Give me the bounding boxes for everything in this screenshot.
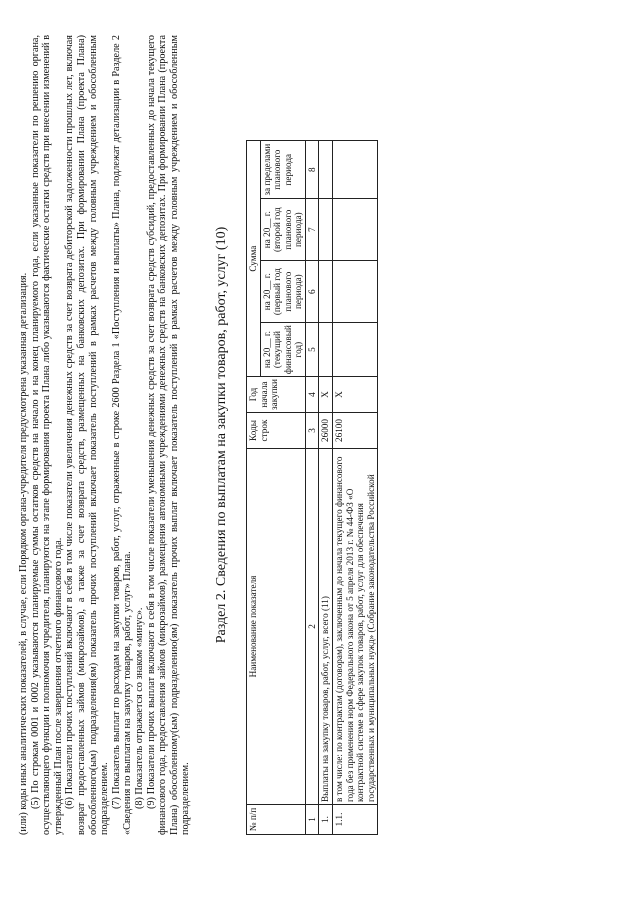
row-number: 1. xyxy=(319,805,333,835)
row-sum-second xyxy=(333,199,378,261)
row-code: 26100 xyxy=(333,413,378,449)
row-sum-current xyxy=(333,323,378,377)
row-sum-first xyxy=(319,261,333,323)
header-sum-current: на 20__ г. (текущий финансовый год) xyxy=(260,323,305,377)
table-row xyxy=(333,141,378,835)
footnote-paragraph: (или) коды иных аналитических показателей, в случае, если Порядком органа-учредителя предусмотрена указанная детализация. xyxy=(18,272,29,835)
row-code: 26000 xyxy=(319,413,333,449)
column-number: 2 xyxy=(305,449,319,805)
row-sum-first xyxy=(333,261,378,323)
column-number: 4 xyxy=(305,377,319,413)
footnote-paragraph: (8) Показатель отражается со знаком «минус». xyxy=(133,607,145,809)
column-number: 6 xyxy=(305,261,319,323)
column-number: 8 xyxy=(305,141,319,199)
purchases-table xyxy=(246,140,379,835)
row-sum-beyond xyxy=(319,141,333,199)
header-sum-first: на 20__ г. (первый год планового периода) xyxy=(260,261,305,323)
document-body xyxy=(18,35,378,835)
row-number: 1.1. xyxy=(333,805,378,835)
row-sum-current xyxy=(319,323,333,377)
row-year: X xyxy=(333,377,378,413)
header-sum-beyond: за пределами планового периода xyxy=(260,141,305,199)
header-num: № п/п xyxy=(246,805,305,835)
row-sum-second xyxy=(319,199,333,261)
row-sum-beyond xyxy=(333,141,378,199)
footnote-paragraph: (7) Показатель выплат по расходам на закупки товаров, работ, услуг, отраженные в строке 2600 Раздела 1 «Поступления и выплаты» Плана, подлежат детализации в Разделе 2 «Сведения по выплатам на закупку товаров, работ, услуг» Плана. xyxy=(110,35,134,835)
header-code: Коды строк xyxy=(246,413,305,449)
section-title: Раздел 2. Сведения по выплатам на закупки товаров, работ, услуг (10) xyxy=(213,226,229,644)
header-sum-second: на 20__ г. (второй год планового периода) xyxy=(260,199,305,261)
footnote-paragraph: (9) Показатели прочих выплат включают в себя в том числе показатели уменьшения денежных средств за счет возврата средств субсидий, предоставленных до начала текущего финансового года, предоставления займов (микрозаймов), размещения автономными учреждениями денежных средств на банковских депозитах. При формировании Плана (проекта Плана) обособленному(ым) подразделению(ям) показатель прочих выплат включает показатель поступлений в рамках расчетов между головным учреждением и обособленным подразделением. xyxy=(145,35,192,835)
header-sum: Сумма xyxy=(246,141,260,377)
row-name: Выплаты на закупку товаров, работ, услуг, всего (11) xyxy=(319,449,333,805)
table-row xyxy=(319,141,333,835)
header-year: Год начала закупки xyxy=(246,377,305,413)
column-numbers-row xyxy=(305,141,319,835)
header-name: Наименование показателя xyxy=(246,449,305,805)
column-number: 1 xyxy=(305,805,319,835)
column-number: 7 xyxy=(305,199,319,261)
footnote-paragraph: (5) По строкам 0001 и 0002 указываются планируемые суммы остатков средств на начало и на конец планируемого года, если указанные показатели по решению органа, осуществляющего функции и полномочия учредителя, планируются на этапе формирования проекта Плана либо указываются фактические остатки средств при внесении изменений в утвержденный План после завершения отчетного финансового года. xyxy=(29,35,64,835)
row-name: в том числе: по контрактам (договорам), заключенным до начала текущего финансового года без применения норм Федерального закона от 5 апреля 2013 г. № 44-ФЗ «О контрактной системе в сфере закупок товаров, работ, услуг для обеспечения государственных и муниципальных нужд» (Собрание законодательства Российской xyxy=(333,449,378,805)
column-number: 3 xyxy=(305,413,319,449)
row-year: X xyxy=(319,377,333,413)
column-number: 5 xyxy=(305,323,319,377)
footnote-paragraph: (6) Показатели прочих поступлений включают в себя в том числе показатели увеличения денежных средств за счет возврата дебиторской задолженности прошлых лет, включая возврат предоставленных займов (микрозаймов), а также за счет возврата средств, размещенных на банковских депозитах. При формировании Плана (проекта Плана) обособленного(ым) подразделения(ям) показатель прочих поступлений включает показатель поступлений в рамках расчетов между головным учреждением и обособленным подразделением. xyxy=(64,35,111,835)
